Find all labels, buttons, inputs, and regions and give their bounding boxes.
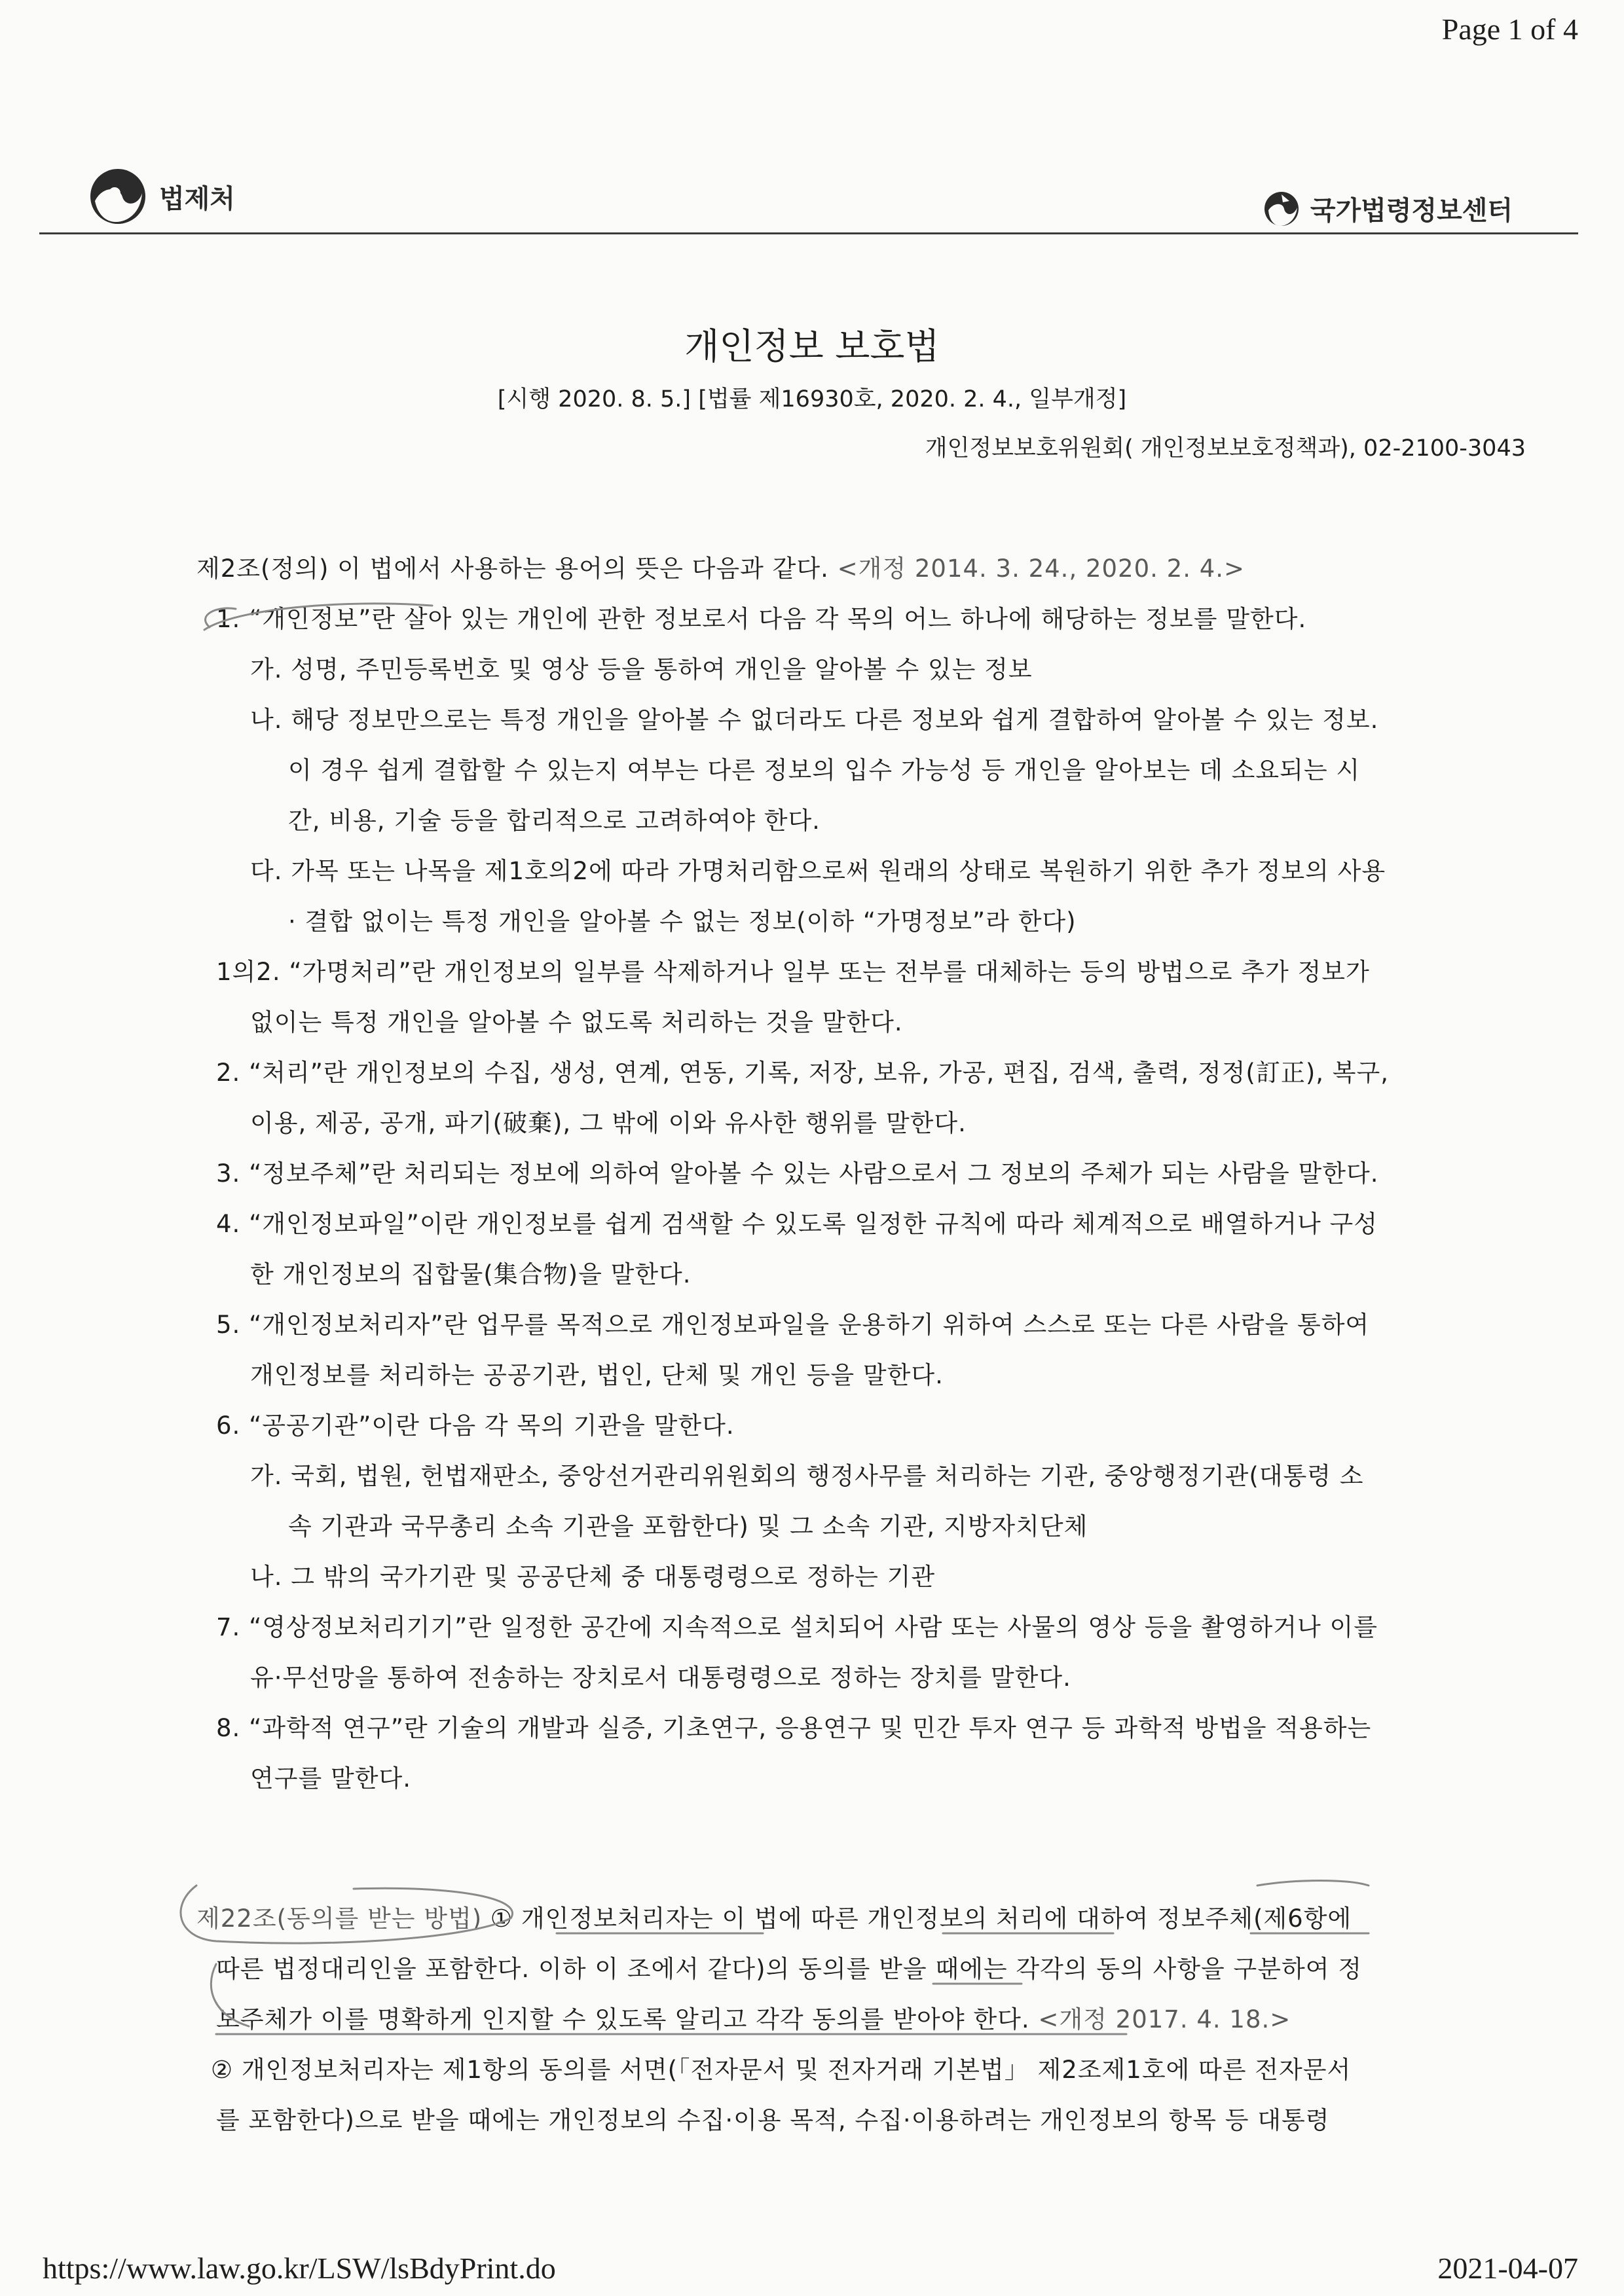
article2-line: 다. 가목 또는 나목을 제1호의2에 따라 가명처리함으로써 원래의 상태로 복원하기 위한 추가 정보의 사용 [250,857,1386,885]
footer-date: 2021-04-07 [1437,2251,1578,2285]
article22-amendment: <개정 2017. 4. 18.> [1038,2005,1291,2033]
moleg-logo [88,167,235,226]
article2-line: 가. 성명, 주민등록번호 및 영상 등을 통하여 개인을 알아볼 수 있는 정보 [250,655,1033,683]
article22-line: ② 개인정보처리자는 제1항의 동의를 서면(「전자문서 및 전자거래 기본법」 제2조제1호에 따른 전자문서 [211,2056,1352,2084]
article2-line: 6. “공공기관”이란 다음 각 목의 기관을 말한다. [216,1412,735,1440]
article2-line: 1. “개인정보”란 살아 있는 개인에 관한 정보로서 다음 각 목의 어느 하나에 해당하는 정보를 말한다. [216,605,1307,633]
article2-amendment: <개정 2014. 3. 24., 2020. 2. 4.> [837,555,1246,583]
article2-line: 4. “개인정보파일”이란 개인정보를 쉽게 검색할 수 있도록 일정한 규칙에 따라 체계적으로 배열하거나 구성 [216,1210,1378,1238]
article2-line: 이 경우 쉽게 결합할 수 있는지 여부는 다른 정보의 입수 가능성 등 개인을 알아보는 데 소요되는 시 [288,756,1361,784]
article22-line [216,1999,1291,2035]
article22-line [196,1899,1352,1934]
article2-line: 개인정보를 처리하는 공공기관, 법인, 단체 및 개인 등을 말한다. [250,1361,944,1389]
article2-line: 8. “과학적 연구”란 기술의 개발과 실증, 기초연구, 응용연구 및 민간 투자 연구 등 과학적 방법을 적용하는 [216,1714,1372,1742]
article22-line: 따른 법정대리인을 포함한다. 이하 이 조에서 같다)의 동의를 받을 때에는 각각의 동의 사항을 구분하여 정 [216,1955,1363,1983]
article2-heading-line [196,549,1245,584]
article2-line: 이용, 제공, 공개, 파기(破棄), 그 밖에 이와 유사한 행위를 말한다. [250,1109,967,1137]
article2-line: 5. “개인정보처리자”란 업무를 목적으로 개인정보파일을 운용하기 위하여 스스로 또는 다른 사람을 통하여 [216,1311,1370,1339]
nlic-logo [1263,190,1513,227]
article2-line: 1의2. “가명처리”란 개인정보의 일부를 삭제하거나 일부 또는 전부를 대체하는 등의 방법으로 추가 정보가 [216,958,1370,986]
page-number: Page 1 of 4 [1441,12,1578,46]
header-divider [39,232,1578,234]
article2-line: 가. 국회, 법원, 헌법재판소, 중앙선거관리위원회의 행정사무를 처리하는 기관, 중앙행정기관(대통령 소 [250,1462,1364,1490]
article2-line: · 결합 없이는 특정 개인을 알아볼 수 없는 정보(이하 “가명정보”라 한다) [288,907,1077,936]
article22-line: 를 포함한다)으로 받을 때에는 개인정보의 수집·이용 목적, 수집·이용하려는 개인정보의 항목 등 대통령 [216,2106,1330,2134]
article2-heading: 제2조(정의) [196,555,329,583]
article2-line: 간, 비용, 기술 등을 합리적으로 고려하여야 한다. [288,807,821,835]
moleg-logo-label: 법제처 [159,183,235,214]
moleg-emblem-icon [88,167,147,226]
article2-line: 없이는 특정 개인을 알아볼 수 없도록 처리하는 것을 말한다. [250,1008,903,1036]
document-agency: 개인정보보호위원회( 개인정보보호정책과), 02-2100-3043 [925,435,1526,462]
document-meta: [시행 2020. 8. 5.] [법률 제16930호, 2020. 2. 4., 일부개정] [497,386,1127,412]
article2-line: 나. 해당 정보만으로는 특정 개인을 알아볼 수 없더라도 다른 정보와 쉽게 결합하여 알아볼 수 있는 정보. [250,706,1379,734]
article2-line: 연구를 말한다. [250,1764,411,1793]
article2-line: 유·무선망을 통하여 전송하는 장치로서 대통령령으로 정하는 장치를 말한다. [250,1664,1071,1692]
article22-heading: 제22조(동의를 받는 방법) [196,1904,483,1933]
footer-url: https://www.law.go.kr/LSW/lsBdyPrint.do [43,2251,556,2285]
nlic-logo-label: 국가법령정보센터 [1310,196,1513,226]
article22-text: 보주체가 이를 명확하게 인지할 수 있도록 알리고 각각 동의를 받아야 한다. [216,2005,1039,2033]
article2-line: 나. 그 밖의 국가기관 및 공공단체 중 대통령령으로 정하는 기관 [250,1563,936,1591]
article2-line: 3. “정보주체”란 처리되는 정보에 의하여 알아볼 수 있는 사람으로서 그 정보의 주체가 되는 사람을 말한다. [216,1159,1379,1188]
document-title: 개인정보 보호법 [684,325,940,367]
article2-line: 2. “처리”란 개인정보의 수집, 생성, 연계, 연동, 기록, 저장, 보유, 가공, 편집, 검색, 출력, 정정(訂正), 복구, [216,1059,1390,1087]
article2-line: 7. “영상정보처리기기”란 일정한 공간에 지속적으로 설치되어 사람 또는 사물의 영상 등을 촬영하거나 이를 [216,1613,1378,1641]
article22-text: ① 개인정보처리자는 이 법에 따른 개인정보의 처리에 대하여 정보주체(제6항에 [482,1904,1352,1933]
nlic-emblem-icon [1263,191,1300,227]
article2-line: 속 기관과 국무총리 소속 기관을 포함한다) 및 그 소속 기관, 지방자치단체 [288,1512,1088,1540]
article2-line: 한 개인정보의 집합물(集合物)을 말한다. [250,1260,692,1288]
article2-intro: 이 법에서 사용하는 용어의 뜻은 다음과 같다. [329,555,838,583]
